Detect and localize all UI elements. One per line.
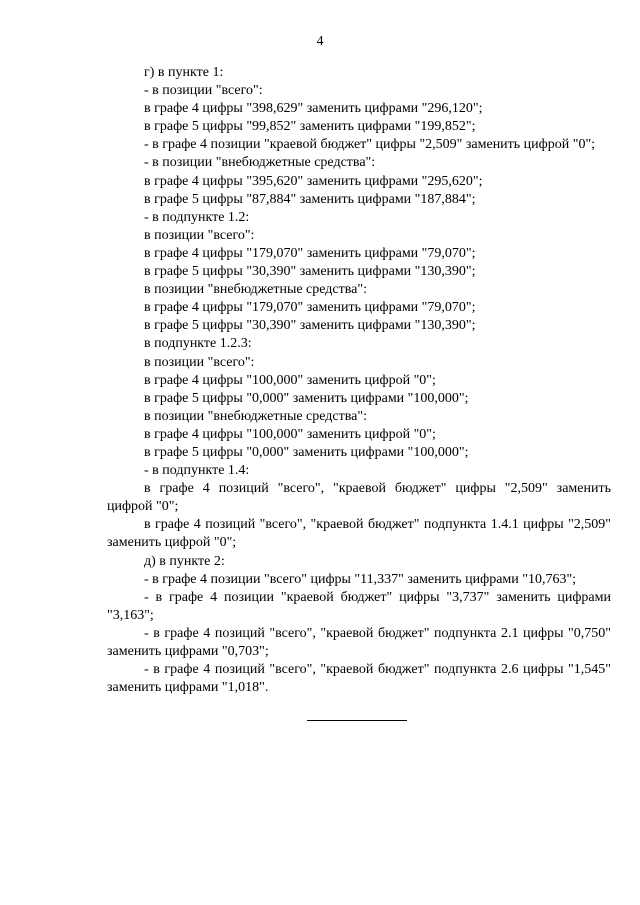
paragraph: в графе 5 цифры "87,884" заменить цифрами "187,884"; (144, 191, 476, 207)
paragraph: в графе 4 цифры "398,629" заменить цифрами "296,120"; (144, 101, 483, 117)
paragraph: в графе 4 цифры "179,070" заменить цифрами "79,070"; (144, 300, 476, 316)
paragraph: д) в пункте 2: (144, 553, 225, 569)
paragraph: - в графе 4 позиции "краевой бюджет" цифры "3,737" заменить цифрами "3,163"; (107, 589, 611, 623)
paragraph: в графе 4 позиций "всего", "краевой бюджет" цифры "2,509" заменить цифрой "0"; (107, 481, 611, 515)
end-divider (307, 720, 407, 721)
paragraph: - в графе 4 позиции "всего" цифры "11,337" заменить цифрами "10,763"; (144, 571, 577, 587)
paragraph: в графе 5 цифры "0,000" заменить цифрами "100,000"; (144, 444, 469, 460)
paragraph: в позиции "внебюджетные средства": (144, 408, 368, 424)
paragraph: - в подпункте 1.2: (144, 209, 250, 225)
paragraph: - в графе 4 позиций "всего", "краевой бюджет" подпункта 2.6 цифры "1,545" заменить цифрами "1,018". (107, 662, 611, 696)
paragraph: в графе 4 позиций "всего", "краевой бюджет" подпункта 1.4.1 цифры "2,509" заменить цифрой "0"; (107, 517, 611, 551)
paragraph: - в графе 4 позиции "краевой бюджет" цифры "2,509" заменить цифрой "0"; (144, 137, 596, 153)
paragraph: в графе 4 цифры "100,000" заменить цифрой "0"; (144, 426, 436, 442)
paragraph: в позиции "всего": (144, 354, 255, 370)
paragraph: в позиции "внебюджетные средства": (144, 282, 368, 298)
paragraph: г) в пункте 1: (144, 65, 224, 80)
amendments-text (107, 64, 611, 697)
paragraph: в графе 4 цифры "179,070" заменить цифрами "79,070"; (144, 245, 476, 261)
paragraph: в графе 5 цифры "30,390" заменить цифрами "130,390"; (144, 318, 476, 334)
paragraph: в графе 4 цифры "395,620" заменить цифрами "295,620"; (144, 173, 483, 189)
paragraph: в графе 4 цифры "100,000" заменить цифрой "0"; (144, 372, 436, 388)
paragraph: в графе 5 цифры "99,852" заменить цифрами "199,852"; (144, 119, 476, 135)
page-number: 4 (316, 34, 324, 49)
paragraph: в позиции "всего": (144, 227, 255, 243)
paragraph: - в позиции "всего": (144, 83, 263, 99)
paragraph: в графе 5 цифры "30,390" заменить цифрами "130,390"; (144, 264, 476, 280)
paragraph: в графе 5 цифры "0,000" заменить цифрами "100,000"; (144, 390, 469, 406)
paragraph: - в позиции "внебюджетные средства": (144, 155, 376, 171)
paragraph: - в подпункте 1.4: (144, 463, 250, 479)
paragraph: в подпункте 1.2.3: (144, 336, 252, 352)
paragraph: - в графе 4 позиций "всего", "краевой бюджет" подпункта 2.1 цифры "0,750" заменить цифрами "0,703"; (107, 625, 611, 659)
